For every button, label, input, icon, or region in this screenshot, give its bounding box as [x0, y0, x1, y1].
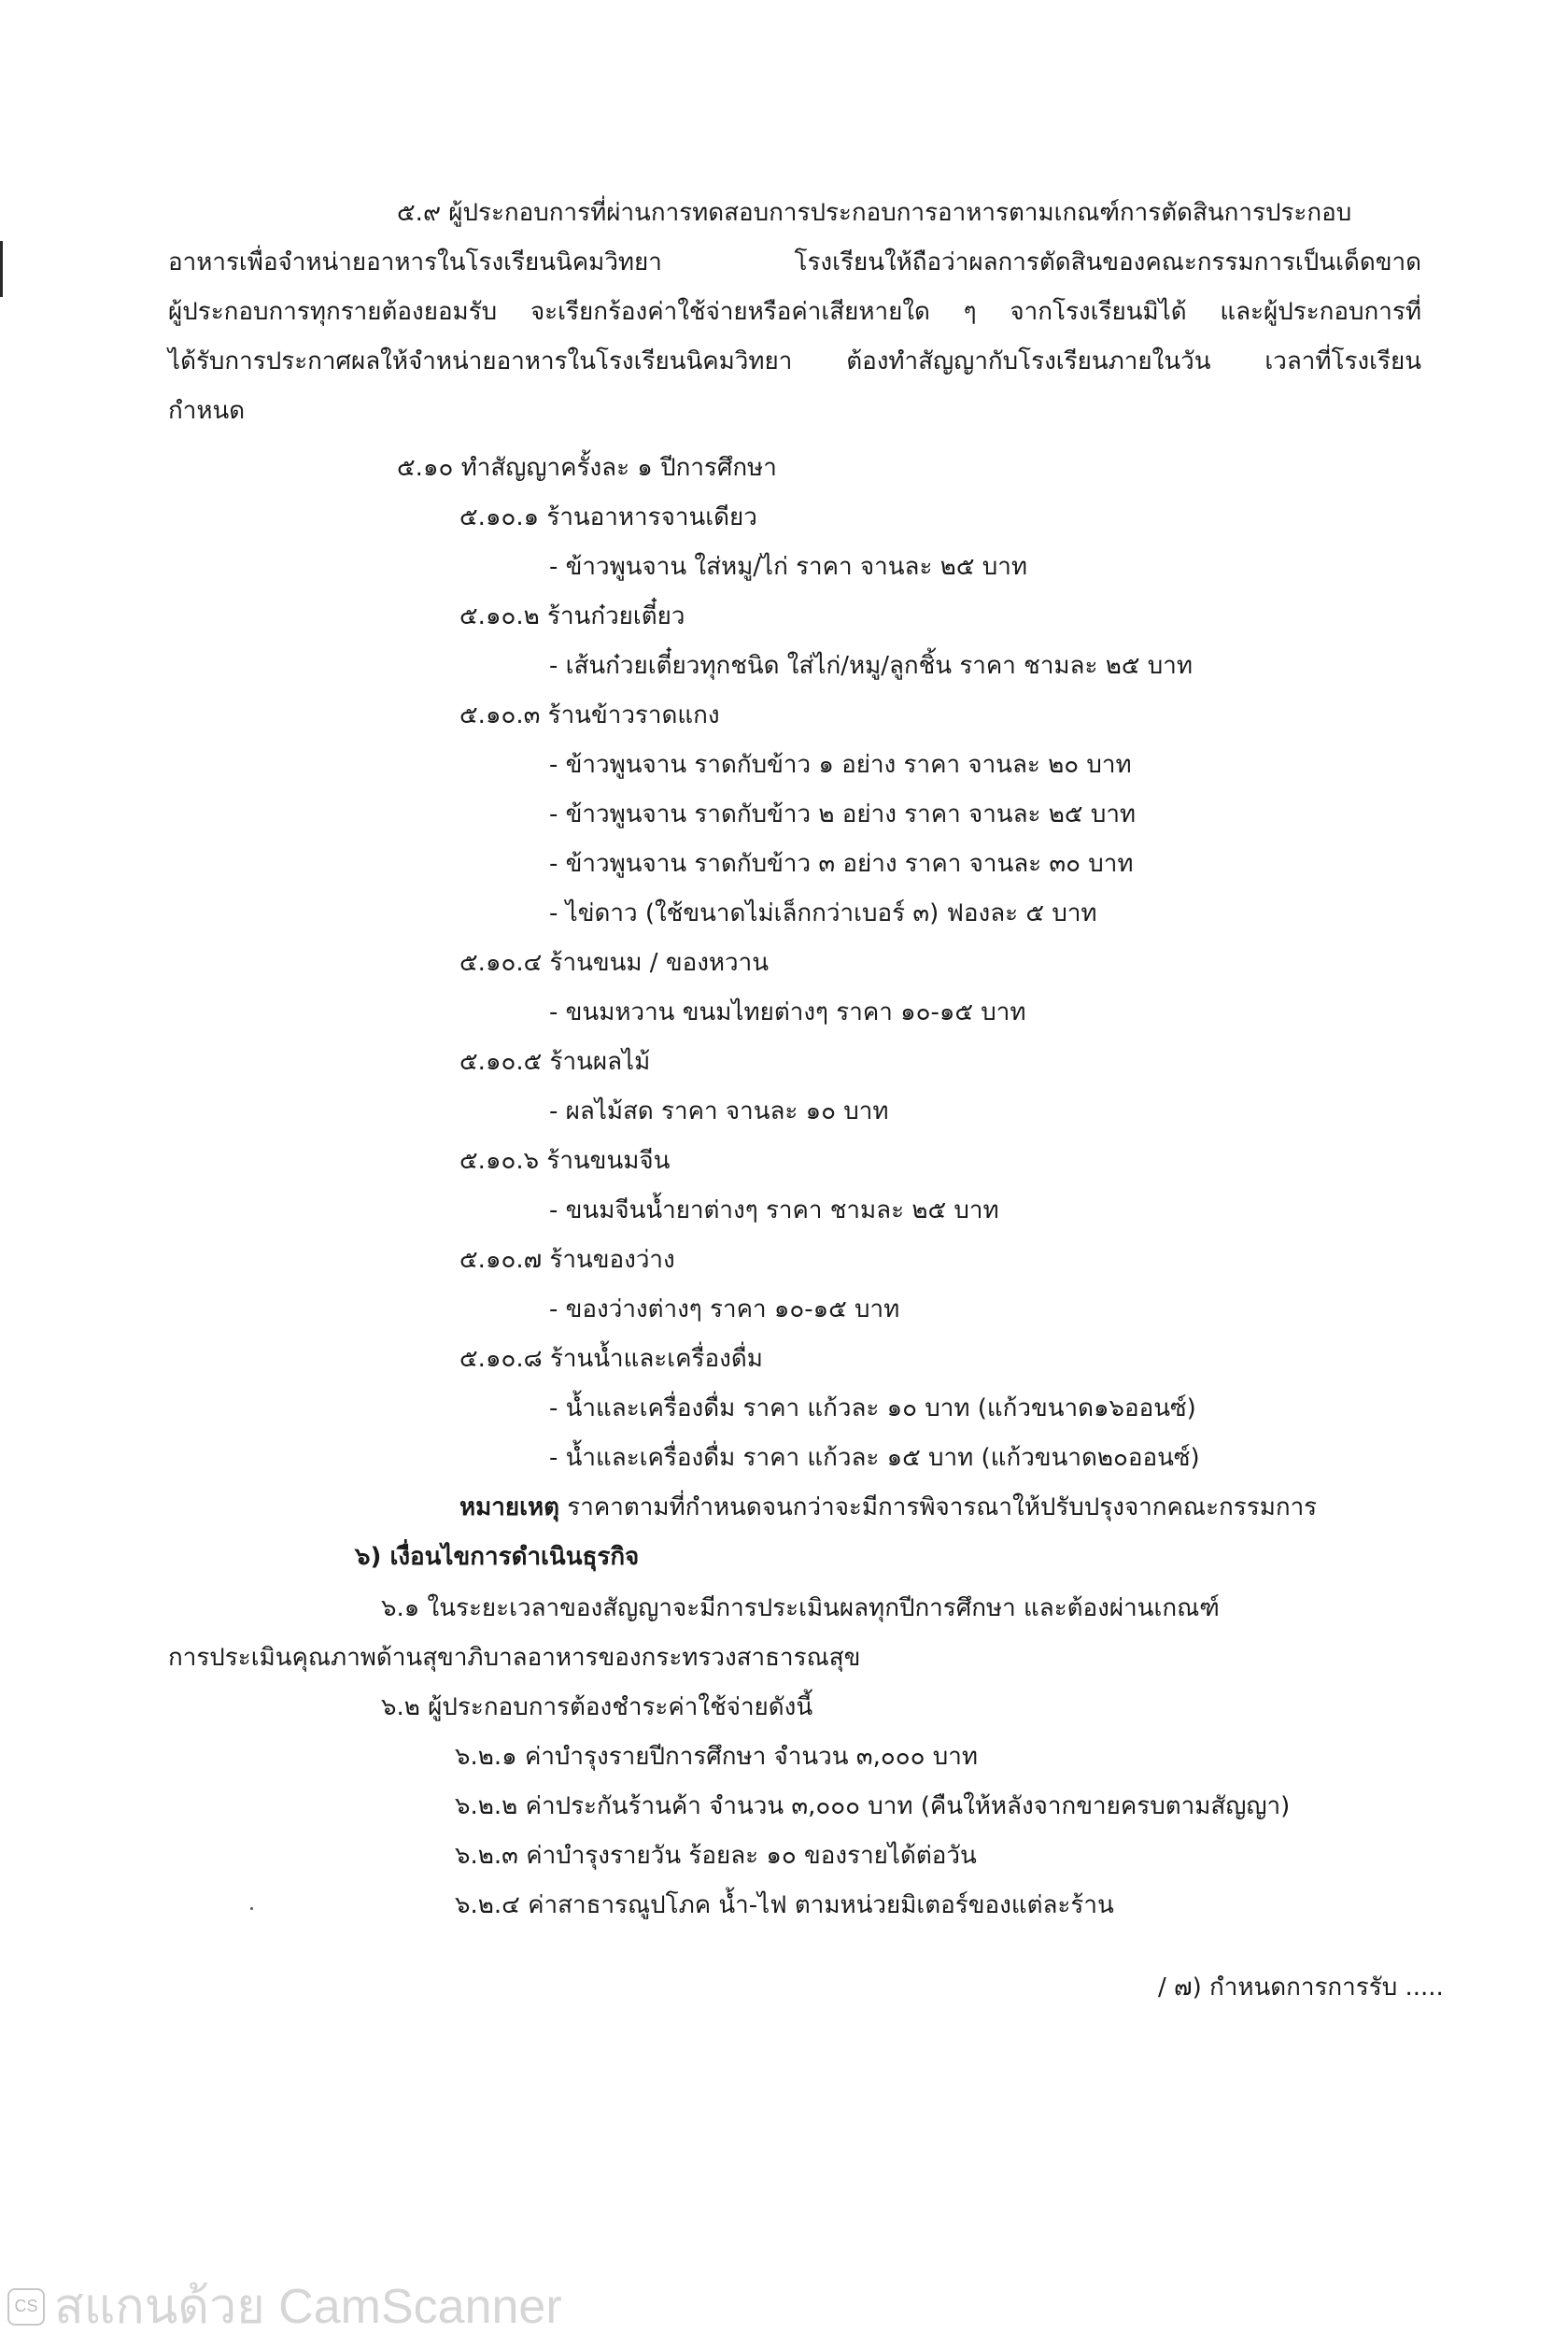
- note-label: หมายเหตุ: [459, 1493, 560, 1521]
- shop-item: - ข้าวพูนจาน ราดกับข้าว ๓ อย่าง ราคา จานละ ๓๐ บาท: [549, 850, 1134, 878]
- shop-heading: ๕.๑๐.๔ ร้านขนม / ของหวาน: [459, 949, 770, 977]
- para-5-9-line-4: ได้รับการประกาศผลให้จำหน่ายอาหารในโรงเรียนนิคมวิทยา ต้องทำสัญญากับโรงเรียนภายในวัน เวลาที่โรงเรียน: [168, 347, 1421, 375]
- fee-item: ๖.๒.๑ ค่าบำรุงรายปีการศึกษา จำนวน ๓,๐๐๐ บาท: [455, 1743, 978, 1771]
- shop-item: - ของว่างต่างๆ ราคา ๑๐-๑๕ บาท: [549, 1295, 900, 1323]
- para-5-9-line-3: ผู้ประกอบการทุกรายต้องยอมรับ จะเรียกร้องค่าใช้จ่ายหรือค่าเสียหายใด ๆ จากโรงเรียนมิได้ และผู้ประกอบการที่: [168, 298, 1421, 326]
- shop-item: - ข้าวพูนจาน ราดกับข้าว ๑ อย่าง ราคา จานละ ๒๐ บาท: [549, 751, 1132, 779]
- shop-heading: ๕.๑๐.๘ ร้านน้ำและเครื่องดื่ม: [459, 1345, 763, 1373]
- shop-item: - น้ำและเครื่องดื่ม ราคา แก้วละ ๑๕ บาท (แก้วขนาด๒๐ออนซ์): [549, 1444, 1200, 1472]
- para-6-1-line-2: การประเมินคุณภาพด้านสุขาภิบาลอาหารของกระทรวงสาธารณสุข: [168, 1644, 861, 1672]
- shop-item: - ผลไม้สด ราคา จานละ ๑๐ บาท: [549, 1097, 889, 1125]
- camscanner-watermark: [7, 2281, 562, 2333]
- watermark-text: สแกนด้วย CamScanner: [54, 2280, 562, 2334]
- camscanner-logo-icon: CS: [7, 2288, 45, 2326]
- shop-item: - ไข่ดาว (ใช้ขนาดไม่เล็กกว่าเบอร์ ๓) ฟองละ ๕ บาท: [549, 899, 1097, 927]
- para-5-9-line-1: ๕.๙ ผู้ประกอบการที่ผ่านการทดสอบการประกอบการอาหารตามเกณฑ์การตัดสินการประกอบ: [397, 199, 1352, 227]
- fee-item: ๖.๒.๒ ค่าประกันร้านค้า จำนวน ๓,๐๐๐ บาท (คืนให้หลังจากขายครบตามสัญญา): [455, 1792, 1291, 1820]
- section-5-10: ๕.๑๐ ทำสัญญาครั้งละ ๑ ปีการศึกษา: [397, 454, 777, 482]
- shop-item: - ข้าวพูนจาน ใส่หมู/ไก่ ราคา จานละ ๒๕ บาท: [549, 553, 1028, 581]
- shop-heading: ๕.๑๐.๖ ร้านขนมจีน: [459, 1147, 671, 1175]
- next-page-continuation: / ๗) กำหนดการการรับ .....: [1158, 1973, 1444, 2002]
- note-text: ราคาตามที่กำหนดจนกว่าจะมีการพิจารณาให้ปรับปรุงจากคณะกรรมการ: [559, 1493, 1318, 1521]
- shop-item: - ข้าวพูนจาน ราดกับข้าว ๒ อย่าง ราคา จานละ ๒๕ บาท: [549, 800, 1137, 828]
- shop-heading: ๕.๑๐.๕ ร้านผลไม้: [459, 1048, 651, 1076]
- fee-item: ๖.๒.๔ ค่าสาธารณูปโภค น้ำ-ไฟ ตามหน่วยมิเตอร์ของแต่ละร้าน: [455, 1891, 1114, 1919]
- shop-item: - เส้นก๋วยเตี๋ยวทุกชนิด ใส่ไก่/หมู/ลูกชิ้น ราคา ชามละ ๒๕ บาท: [549, 652, 1194, 680]
- para-5-9-line-2: อาหารเพื่อจำหน่ายอาหารในโรงเรียนนิคมวิทยา โรงเรียนให้ถือว่าผลการตัดสินของคณะกรรมการเป็นเด็ดขาด: [168, 248, 1421, 276]
- shop-heading: ๕.๑๐.๒ ร้านก๋วยเตี๋ยว: [459, 602, 685, 630]
- para-5-9-line-5: กำหนด: [168, 397, 246, 425]
- para-6-1-line-1: ๖.๑ ในระยะเวลาของสัญญาจะมีการประเมินผลทุกปีการศึกษา และต้องผ่านเกณฑ์: [381, 1594, 1220, 1622]
- shop-item: - น้ำและเครื่องดื่ม ราคา แก้วละ ๑๐ บาท (แก้วขนาด๑๖ออนซ์): [549, 1394, 1196, 1422]
- section-6-title: ๖) เงื่อนไขการดำเนินธุรกิจ: [355, 1543, 640, 1571]
- fee-item: ๖.๒.๓ ค่าบำรุงรายวัน ร้อยละ ๑๐ ของรายได้ต่อวัน: [455, 1842, 977, 1870]
- shop-heading: ๕.๑๐.๓ ร้านข้าวราดแกง: [459, 701, 720, 729]
- shop-item: - ขนมหวาน ขนมไทยต่างๆ ราคา ๑๐-๑๕ บาท: [549, 998, 1026, 1026]
- shop-heading: ๕.๑๐.๗ ร้านของว่าง: [459, 1246, 675, 1274]
- scan-speck: [250, 1907, 253, 1910]
- price-note: [459, 1491, 1317, 1524]
- shop-item: - ขนมจีนน้ำยาต่างๆ ราคา ชามละ ๒๕ บาท: [549, 1196, 999, 1224]
- shop-heading: ๕.๑๐.๑ ร้านอาหารจานเดียว: [459, 503, 757, 531]
- scan-edge-mark: [0, 241, 3, 297]
- section-6-2: ๖.๒ ผู้ประกอบการต้องชำระค่าใช้จ่ายดังนี้: [381, 1693, 813, 1721]
